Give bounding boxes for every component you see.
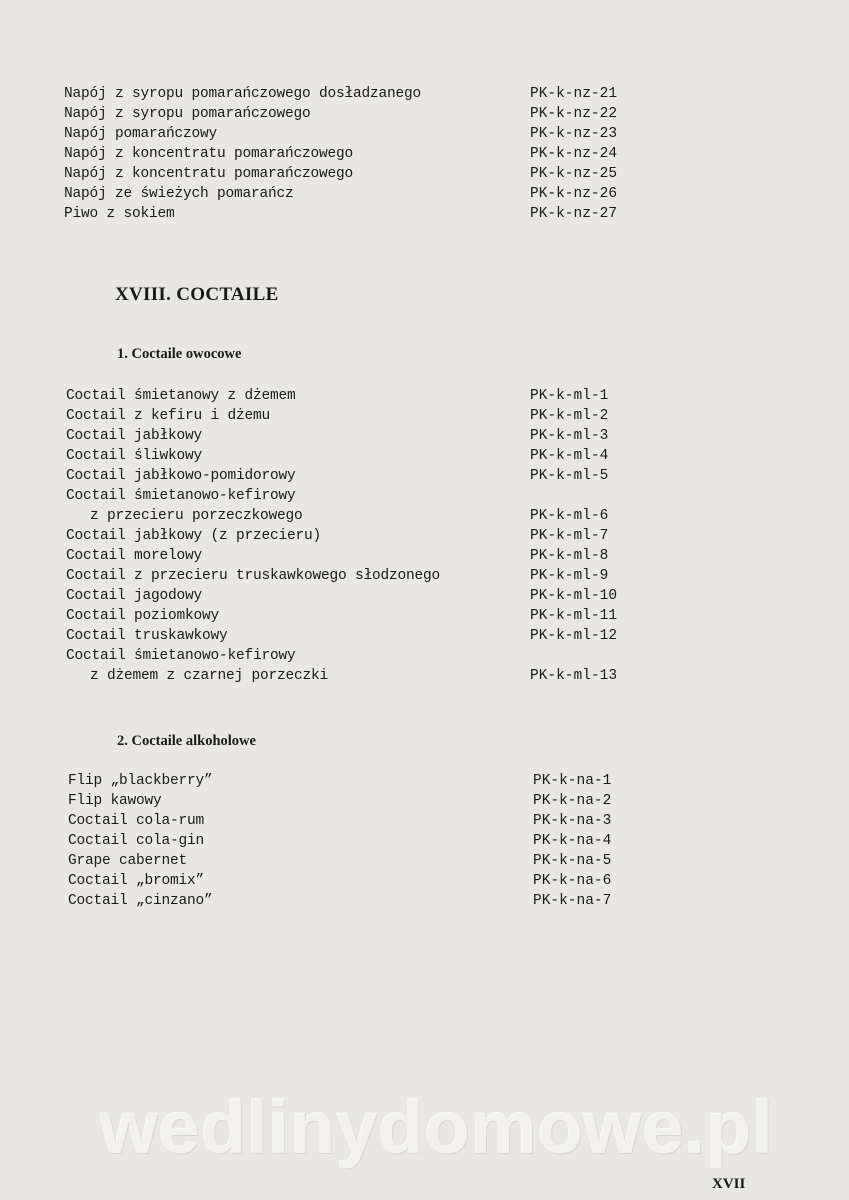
item-name: Coctail jabłkowy: [66, 428, 203, 444]
item-name: Coctail „bromix”: [68, 873, 205, 889]
list-item: [0, 184, 849, 204]
list-item: [0, 386, 849, 406]
list-item: [0, 84, 849, 104]
item-name: Napój ze świeżych pomarańcz: [64, 186, 294, 202]
item-code: PK-k-ml-4: [530, 448, 609, 464]
list-item: [0, 124, 849, 144]
list-item: [0, 871, 849, 891]
item-code: PK-k-na-1: [533, 773, 612, 789]
item-name: Coctail śliwkowy: [66, 448, 203, 464]
list-item: [0, 626, 849, 646]
item-name: Coctail jabłkowy (z przecieru): [66, 528, 322, 544]
item-name: Napój z syropu pomarańczowego dosładzanego: [64, 86, 422, 102]
list-item: [0, 811, 849, 831]
item-code: PK-k-ml-6: [530, 508, 609, 524]
item-name: z dżemem z czarnej porzeczki: [90, 668, 329, 684]
subsection-title-alcohol: 2. Coctaile alkoholowe: [117, 733, 256, 749]
item-name: Napój z koncentratu pomarańczowego: [64, 146, 354, 162]
item-name: Coctail z przecieru truskawkowego słodzonego: [66, 568, 441, 584]
list-item: [0, 526, 849, 546]
item-name: Coctail śmietanowy z dżemem: [66, 388, 296, 404]
item-name: Coctail „cinzano”: [68, 893, 213, 909]
item-name: Coctail z kefiru i dżemu: [66, 408, 271, 424]
item-code: PK-k-na-2: [533, 793, 612, 809]
list-item: [0, 164, 849, 184]
item-code: PK-k-ml-13: [530, 668, 618, 684]
item-name: Grape cabernet: [68, 853, 188, 869]
item-code: PK-k-nz-26: [530, 186, 618, 202]
item-name: z przecieru porzeczkowego: [90, 508, 303, 524]
item-code: PK-k-ml-7: [530, 528, 609, 544]
item-name: Flip kawowy: [68, 793, 162, 809]
item-name: Coctail cola-rum: [68, 813, 205, 829]
list-item: [0, 506, 849, 526]
list-item: [0, 791, 849, 811]
page-number: XVII: [712, 1176, 746, 1192]
list-item: [0, 566, 849, 586]
list-item: [0, 891, 849, 911]
list-item: [0, 831, 849, 851]
list-item: [0, 486, 849, 506]
item-code: PK-k-nz-25: [530, 166, 618, 182]
item-name: Flip „blackberry”: [68, 773, 213, 789]
list-item: [0, 104, 849, 124]
alcohol-coctails-list: [0, 771, 849, 911]
item-name: Coctail śmietanowo-kefirowy: [66, 648, 296, 664]
list-item: [0, 466, 849, 486]
list-item: [0, 546, 849, 566]
item-name: Coctail jabłkowo-pomidorowy: [66, 468, 296, 484]
item-code: PK-k-ml-9: [530, 568, 609, 584]
list-item: [0, 406, 849, 426]
list-item: [0, 586, 849, 606]
fruit-coctails-list: [0, 386, 849, 686]
item-code: PK-k-nz-23: [530, 126, 618, 142]
list-item: [0, 851, 849, 871]
item-code: PK-k-na-7: [533, 893, 612, 909]
item-name: Coctail śmietanowo-kefirowy: [66, 488, 296, 504]
item-name: Piwo z sokiem: [64, 206, 175, 222]
item-code: PK-k-ml-2: [530, 408, 609, 424]
item-name: Coctail jagodowy: [66, 588, 203, 604]
list-item: [0, 204, 849, 224]
orange-drinks-list: [0, 84, 849, 224]
item-code: PK-k-ml-8: [530, 548, 609, 564]
list-item: [0, 646, 849, 666]
item-code: PK-k-nz-21: [530, 86, 618, 102]
watermark: wedlinydomowe.pl: [100, 1086, 774, 1169]
item-code: PK-k-ml-1: [530, 388, 609, 404]
section-title: XVIII. COCTAILE: [115, 284, 279, 305]
list-item: [0, 446, 849, 466]
list-item: [0, 771, 849, 791]
item-code: PK-k-na-5: [533, 853, 612, 869]
item-code: PK-k-ml-12: [530, 628, 618, 644]
item-code: PK-k-na-3: [533, 813, 612, 829]
item-code: PK-k-ml-3: [530, 428, 609, 444]
item-code: PK-k-na-6: [533, 873, 612, 889]
item-code: PK-k-ml-11: [530, 608, 618, 624]
item-name: Napój pomarańczowy: [64, 126, 218, 142]
item-name: Coctail morelowy: [66, 548, 203, 564]
item-code: PK-k-na-4: [533, 833, 612, 849]
item-name: Coctail poziomkowy: [66, 608, 220, 624]
item-code: PK-k-nz-24: [530, 146, 618, 162]
item-code: PK-k-ml-10: [530, 588, 618, 604]
list-item: [0, 426, 849, 446]
subsection-title-fruit: 1. Coctaile owocowe: [117, 346, 242, 362]
item-code: PK-k-ml-5: [530, 468, 609, 484]
item-code: PK-k-nz-22: [530, 106, 618, 122]
item-name: Napój z syropu pomarańczowego: [64, 106, 311, 122]
item-code: PK-k-nz-27: [530, 206, 618, 222]
list-item: [0, 606, 849, 626]
list-item: [0, 666, 849, 686]
item-name: Napój z koncentratu pomarańczowego: [64, 166, 354, 182]
item-name: Coctail cola-gin: [68, 833, 205, 849]
item-name: Coctail truskawkowy: [66, 628, 228, 644]
list-item: [0, 144, 849, 164]
